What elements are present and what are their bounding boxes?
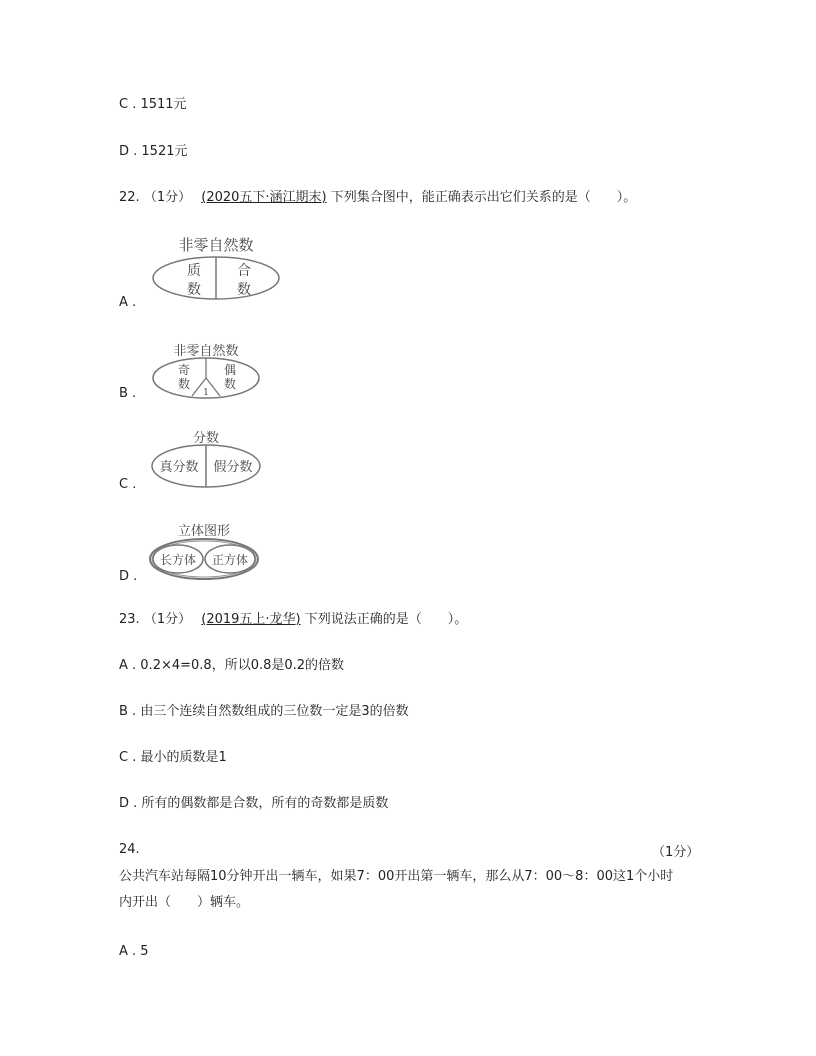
fig-b-right-line2: 数 [223, 377, 237, 391]
q23-source-link[interactable]: (2019五上·龙华) [201, 612, 301, 627]
q22-source-link[interactable]: (2020五下·涵江期末) [201, 190, 327, 205]
q22-stem: 下列集合图中，能正确表示出它们关系的是（ ）。 [330, 190, 637, 205]
fig-b-bottom-label: 1 [203, 388, 209, 398]
fig-c-left-label: 真分数 [159, 460, 199, 475]
q22-figure-c [148, 428, 264, 490]
fig-a-title: 非零自然数 [178, 236, 254, 254]
q23-option-c: C . 最小的质数是1 [119, 750, 227, 765]
q23-option-b: B . 由三个连续自然数组成的三位数一定是3的倍数 [119, 704, 409, 719]
fig-c-title: 分数 [192, 431, 220, 446]
q24-option-a: A . 5 [119, 944, 149, 959]
fig-b-left-line1: 奇 [177, 363, 191, 377]
q22-figure-b [148, 340, 264, 400]
fig-a-left-line1: 质 [187, 263, 201, 279]
q24-stem-line2: 内开出（ ）辆车。 [119, 895, 250, 910]
q23-number: 23. [119, 612, 140, 627]
q22-figure-d [146, 520, 262, 582]
fig-d-right-label: 正方体 [211, 553, 249, 567]
fig-d-title: 立体图形 [177, 524, 231, 539]
fig-c-right-label: 假分数 [213, 460, 253, 475]
q22-figure-a [148, 234, 284, 304]
q22-header [119, 189, 636, 207]
q24-stem-line1: 公共汽车站每隔10分钟开出一辆车，如果7：00开出第一辆车，那么从7：00～8：00这1个小时 [119, 869, 674, 884]
q24-score: （1分） [652, 845, 700, 860]
q23-score: （1分） [143, 612, 192, 627]
q22-option-a: A . [119, 295, 137, 310]
q21-option-c: C . 1511元 [119, 97, 187, 112]
q23-option-a: A . 0.2×4=0.8，所以0.8是0.2的倍数 [119, 658, 345, 673]
q23-option-d: D . 所有的偶数都是合数，所有的奇数都是质数 [119, 796, 389, 811]
fig-b-title: 非零自然数 [173, 344, 239, 359]
fig-a-right-line1: 合 [237, 263, 251, 279]
fig-d-left-label: 长方体 [159, 553, 197, 567]
q22-option-d: D . [119, 569, 138, 584]
fig-b-left-line2: 数 [177, 377, 191, 391]
fig-a-left-line2: 数 [187, 282, 201, 298]
q22-number: 22. [119, 190, 140, 205]
q23-header [119, 611, 467, 629]
q24-number: 24. [119, 842, 140, 857]
q21-option-d: D . 1521元 [119, 144, 188, 159]
q23-stem: 下列说法正确的是（ ）。 [304, 612, 468, 627]
q22-option-c: C . [119, 477, 137, 492]
fig-a-right-line2: 数 [237, 282, 251, 298]
q22-score: （1分） [143, 190, 192, 205]
fig-b-right-line1: 偶 [223, 363, 237, 377]
q22-option-b: B . [119, 386, 137, 401]
